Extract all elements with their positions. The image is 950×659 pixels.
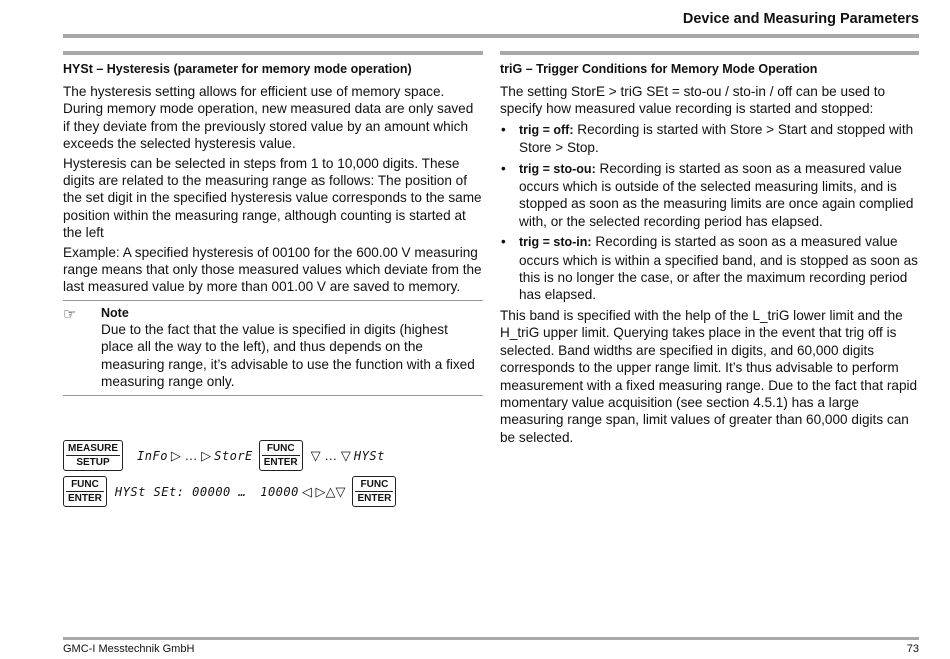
trigger-outro: This band is specified with the help of the L_triG lower limit and the H_triG upper limit. Querying takes place in the event that trig off is selected. Band widths are specified in digits, and 60,000 digits corresponds to the upper range limit. It’s thus advisable to perform measurement with a fixed measuring range. Due to the fact that rapid momentary value acquisition (see section 4.5.1) has a large measuring range span, limit values of greater than 60,000 digits can be selected.	[500, 307, 918, 445]
key-sequence-row-1	[63, 440, 385, 471]
hysteresis-heading: HYSt – Hysteresis (parameter for memory mode operation)	[63, 62, 412, 76]
left-column	[63, 51, 483, 401]
list-item: • trig = sto-in: Recording is started as soon as a measured value occurs which is within a specified band, and is stopped as soon as this is no longer the case, or after the maximum recording period has elapsed.	[501, 234, 918, 303]
adjust-arrows: ◁ ▷△▽	[301, 483, 346, 499]
lcd-store: StorE	[214, 448, 253, 463]
func-enter-key: FUNC ENTER	[259, 440, 303, 471]
note-text: Due to the fact that the value is specified in digits (highest place all the way to the left), and thus depends on the measuring range, it’s advisable to use the function with a fixed measuring range only.	[101, 321, 475, 390]
footer-rule	[63, 637, 919, 640]
pointing-hand-icon: ☞	[63, 305, 77, 323]
bullet-icon: •	[501, 121, 506, 137]
hysteresis-paragraph-1: The hysteresis setting allows for efficient use of memory space. During memory mode operation, new measured data are only saved if they deviate from the previously stored value by an amount which exceeds the selected hysteresis value.	[63, 84, 474, 152]
footer-company: GMC-I Messtechnik GmbH	[63, 643, 195, 655]
note-divider-bottom	[63, 395, 483, 396]
section-rule	[63, 51, 483, 55]
hysteresis-paragraph-3: Example: A specified hysteresis of 00100 for the 600.00 V measuring range means that only those measured values which deviate from the last measured value by more than 001.00 V are saved to memory.	[63, 244, 482, 295]
trigger-heading: triG – Trigger Conditions for Memory Mode Operation	[500, 62, 818, 76]
lcd-hyst-set: HYSt SEt: 00000 …	[114, 484, 247, 499]
func-enter-key: FUNC ENTER	[352, 476, 396, 507]
hysteresis-paragraph-2: Hysteresis can be selected in steps from 1 to 10,000 digits. These digits are related to the measuring range as follows: The position of the set digit in the specified hysteresis value corresponds to the same position within the measuring range, although counting is started at the left	[63, 155, 482, 241]
note-box	[63, 306, 483, 391]
page-number: 73	[906, 643, 919, 655]
note-title: Note	[101, 305, 129, 320]
section-rule	[500, 51, 919, 55]
page-header-title: Device and Measuring Parameters	[682, 11, 919, 27]
trigger-intro: The setting StorE > triG SEt = sto-ou / sto-in / off can be used to specify how measured value recording is started and stopped:	[500, 84, 886, 117]
down-arrows: ▽ … ▽	[310, 447, 351, 463]
bullet-icon: •	[501, 160, 506, 176]
lcd-hyst-max: 10000	[260, 484, 299, 499]
right-column	[500, 51, 919, 448]
func-enter-key: FUNC ENTER	[63, 476, 107, 507]
key-sequence-row-2	[63, 476, 396, 507]
list-item: • trig = sto-ou: Recording is started as soon as a measured value occurs which is outside of the selected measuring limits, and is stopped as soon as the measuring limits are once again complied with, or the selected recording period has elapsed.	[501, 160, 914, 229]
header-rule	[63, 34, 919, 38]
list-item: • trig = off: Recording is started with Store > Start and stopped with Store > Stop.	[501, 121, 914, 156]
note-divider-top	[63, 300, 483, 301]
measure-setup-key: MEASURE SETUP	[63, 440, 123, 471]
lcd-hyst: HYSt	[353, 448, 385, 463]
nav-arrows: ▷ … ▷	[170, 447, 212, 463]
bullet-icon: •	[501, 234, 506, 250]
lcd-info: InFo	[137, 448, 168, 463]
